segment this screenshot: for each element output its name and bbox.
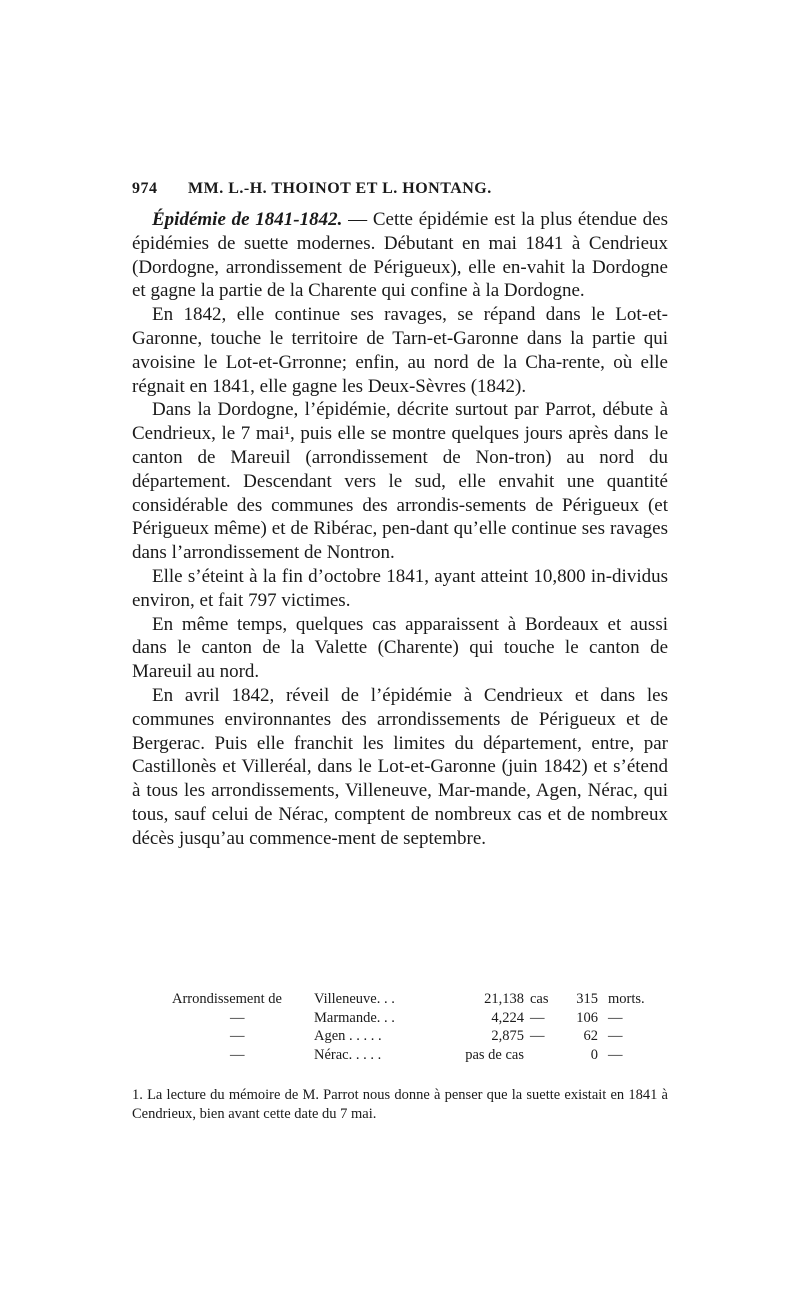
statistics-table bbox=[172, 990, 645, 1064]
paragraph-text: En même temps, quelques cas apparaissent à Bordeaux et aussi dans le canton de la Valette (Charente) qui touche le canton de Mareuil au nord. bbox=[132, 613, 668, 683]
running-title: MM. L.-H. THOINOT ET L. HONTANG. bbox=[188, 180, 492, 197]
arrondissement-name: Marmande. . . bbox=[314, 1009, 395, 1026]
deaths-value: 0 bbox=[590, 1046, 598, 1063]
paragraph-text: — Cette épidémie est la plus étendue des épidémies de suette modernes. Débutant en mai 1841 à Cendrieux (Dordogne, arrondissement de Périgueux), elle en-vahit la Dordogne et gagne la partie de la Charente qui confine à la Dordogne. bbox=[132, 209, 668, 302]
arrondissement-name: Villeneuve. . . bbox=[314, 991, 395, 1007]
paragraph-text: Dans la Dordogne, l’épidémie, décrite surtout par Parrot, débute à Cendrieux, le 7 mai¹, puis elle se montre quelques jours après dans le canton de Mareuil (arrondissement de Non-tron) au nord du département. Descendant vers le sud, elle envahit une quantité considérable des communes des arrondis-sements de Périgueux (et Périgueux même) et de Ribérac, pen-dant qu’elle continue ses ravages dans l’arrondissement de Nontron. bbox=[132, 399, 668, 564]
paragraph bbox=[132, 565, 668, 613]
paragraph-text: En 1842, elle continue ses ravages, se répand dans le Lot-et-Garonne, touche le territoire de Tarn-et-Garonne dans la partie qui avoisine le Lot-et-Grronne; enfin, au nord de la Cha-rente, où elle régnait en 1841, elle gagne les Deux-Sèvres (1842). bbox=[132, 304, 668, 397]
row-prefix: Arrondissement de bbox=[172, 991, 282, 1007]
table-row bbox=[172, 1046, 642, 1065]
cases-value: 21,138 bbox=[484, 991, 524, 1007]
body-text bbox=[132, 208, 668, 851]
paragraph bbox=[132, 684, 668, 851]
cases-unit: cas bbox=[530, 991, 549, 1007]
deaths-unit: — bbox=[608, 1028, 623, 1044]
ditto-dash: — bbox=[230, 1028, 245, 1044]
paragraph bbox=[132, 398, 668, 565]
arrondissement-name: Agen . . . . . bbox=[314, 1028, 382, 1044]
table-row bbox=[172, 1027, 642, 1046]
ditto-dash: — bbox=[230, 1009, 245, 1026]
running-header bbox=[132, 180, 668, 204]
arrondissement-name: Nérac. . . . . bbox=[314, 1046, 382, 1063]
cases-unit: — bbox=[530, 1028, 545, 1044]
deaths-value: 106 bbox=[576, 1009, 598, 1026]
paragraph-text: Elle s’éteint à la fin d’octobre 1841, ayant atteint 10,800 in-dividus environ, et fait 797 victimes. bbox=[132, 565, 668, 611]
cases-unit: — bbox=[530, 1009, 545, 1026]
deaths-unit: — bbox=[608, 1046, 623, 1063]
deaths-unit: morts. bbox=[608, 991, 645, 1007]
cases-value: 2,875 bbox=[491, 1028, 524, 1044]
deaths-unit: — bbox=[608, 1009, 623, 1026]
ditto-dash: — bbox=[230, 1046, 245, 1063]
table-row bbox=[172, 1009, 642, 1028]
footnote-text: 1. La lecture du mémoire de M. Parrot nous donne à penser que la suette existait en 1841 à Cendrieux, bien avant cette date du 7 mai. bbox=[132, 1087, 668, 1122]
cases-value: pas de cas bbox=[465, 1046, 524, 1063]
table-row bbox=[172, 990, 645, 1009]
deaths-value: 62 bbox=[583, 1028, 598, 1044]
paragraph bbox=[132, 208, 668, 303]
page-number: 974 bbox=[132, 180, 158, 197]
cases-value: 4,224 bbox=[491, 1009, 524, 1026]
paragraph bbox=[132, 613, 668, 684]
section-lead: Épidémie de 1841-1842. bbox=[152, 209, 343, 230]
footnote bbox=[132, 1086, 668, 1123]
deaths-value: 315 bbox=[576, 991, 598, 1007]
paragraph-text: En avril 1842, réveil de l’épidémie à Cendrieux et dans les communes environnantes des arrondissements de Périgueux et de Bergerac. Puis elle franchit les limites du département, entre, par Castillonès et Villeréal, dans le Lot-et-Garonne (juin 1842) et s’étend à tous les arrondissements, Villeneuve, Mar-mande, Agen, Nérac, qui tous, sauf celui de Nérac, comptent de nombreux cas et de nombreux décès jusqu’au commence-ment de septembre. bbox=[132, 684, 668, 849]
paragraph bbox=[132, 303, 668, 398]
